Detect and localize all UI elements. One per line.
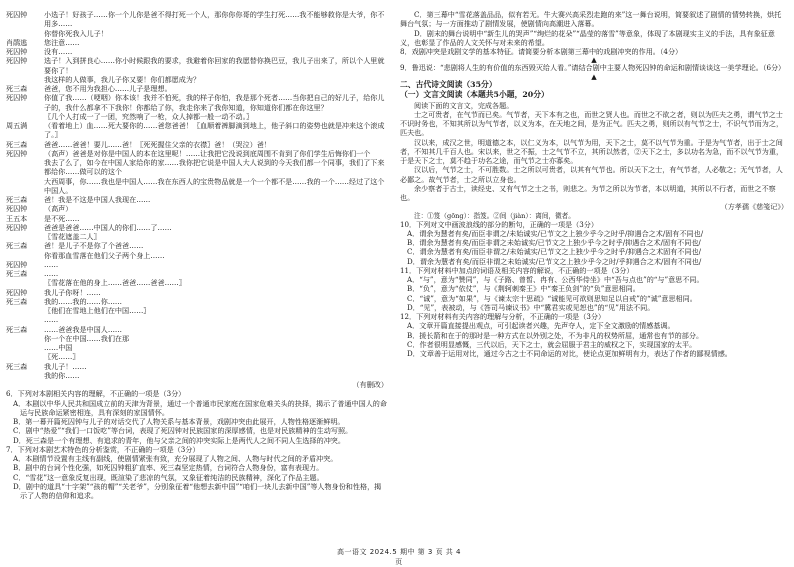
question-stem: 7．下列对本剧艺术特色的分析鉴赏，不正确的一项是（3分） (6, 444, 200, 454)
dialogue-text: （高声）爸爸是对你是中国人的本在这里呢！……让我把它没说到底周围不肯到了你们学生后悔你们一个 (44, 148, 371, 158)
speaker-name: 周五满 (6, 121, 28, 130)
dialogue-line (6, 10, 388, 29)
speaker-name: 死三森 (6, 269, 28, 278)
answer-space-marker: ▲ (591, 71, 597, 81)
dialogue-line (6, 158, 388, 177)
dialogue-text: 你看那血雪落在他们父子两个身上…… (44, 250, 165, 260)
dialogue-text: 你替你死我入儿子！ (44, 28, 108, 38)
dialogue-text: 是不死…… (44, 213, 80, 223)
question-stem: 11．下列对材料中加点的词语及相关内容的解说，不正确的一项是（3分） (400, 265, 634, 275)
speaker-name (6, 278, 44, 287)
question-stem: 12．下列对材料有关内容的理解与分析，不正确的一项是（3分） (400, 312, 606, 322)
dialogue-text: 爸！我是不这是中国人我现在…… (44, 195, 151, 204)
speaker-name (6, 352, 44, 361)
source-note: （有删改） (352, 380, 388, 389)
dialogue-text: 大西周事，你……我也是中国人……我在东西人的宝贵物品就是一个一个都不是……我的一个……经过了这个中国人。 (44, 176, 385, 195)
footnote: 注：①笈（gōng）：指笈。②间（jiàn）：离间，微者。 (414, 211, 575, 220)
dialogue-line (6, 288, 388, 297)
speaker-name (6, 371, 44, 380)
dialogue-text: 〖雪花遮盖二人〗 (44, 232, 101, 241)
dialogue-line (6, 352, 388, 361)
speaker-name: 死囚钟 (6, 47, 28, 56)
dialogue-text: （高声） (44, 204, 73, 214)
question-option: C．“诚”，意为“如果”，与《谏太宗十思疏》“诚能见可欲则思知足以自戒”的“诚”意思相同。 (407, 293, 697, 303)
dialogue-text: 〖几个人打成一了一团，究然响了一枪，众人掉都一般一动不动。〗 (44, 111, 254, 121)
dialogue-line (6, 260, 388, 269)
dialogue-text: ……爸爸我是中国人…… (44, 324, 123, 334)
dialogue-line (6, 315, 388, 324)
dialogue-text: …… (44, 259, 59, 269)
dialogue-line (6, 334, 388, 343)
speaker-name: 死囚钟 (6, 56, 28, 66)
speaker-name: 死三森 (6, 84, 28, 93)
dialogue-line (6, 269, 388, 278)
passage-paragraph: 汉以后，气节之士，不可胜数。士之所以可贵者，以其有气节也。所以天下之士，有气节者，人必敬之；无气节者，人必鄙之。故气节者，士之所以立身也。 (400, 165, 783, 184)
speaker-name: 死囚钟 (6, 287, 28, 297)
speaker-name (6, 112, 44, 121)
speaker-name (6, 251, 44, 260)
question-option: C．“雪花”这一意象反复出现，既渲染了悲凉的气氛，又象征着纯洁的民族精神，深化了作品主题。 (13, 472, 324, 482)
speaker-name (6, 158, 44, 177)
dialogue-text: 选子！入到拼良心……你小时候跟我的要求，我避着你回家的我愿替你换巴豆，我儿子出来了，所以个人里就要你了！ (44, 56, 385, 75)
question-option: C．作者很明显感慨，三代以后，天下之士，就会屈服于君主的威权之下，实现国家的太平。 (407, 339, 697, 349)
dialogue-text: 你值了我……（哽咽）你本该！我并不怕死，我的样子你怕，我是那个死者……当你把自己的好儿子，给你儿子的，我什么都拿不下我你！你都给了你，我走你来了我你知道，你知道你们都在你这里？ (44, 93, 385, 112)
dialogue-line (6, 149, 388, 158)
dialogue-text: 我儿子！…… (44, 361, 87, 371)
question-option: B．第一幕开篇死囚钟与儿子的对话交代了人物关系与基本背景，戏剧冲突由此展开，人物性格逐渐鲜明。 (13, 417, 345, 426)
speaker-name (6, 232, 44, 241)
question-option: D．死三森是一个有理想、有追求的青年，他与父亲之间的冲突实际上是两代人之间不同人生选择的冲突。 (13, 435, 345, 445)
dialogue-line (6, 297, 388, 306)
dialogue-text: 我的……我的……你…… (44, 296, 123, 306)
question-option: D．剧中的道具“十字架”“孩的帽”“关老爷”，分别象征着“他想去新中国”“咱们一块儿去新中国”等人物身份和性格，揭示了人物的信仰和追求。 (13, 481, 382, 500)
section-heading: 二、古代诗文阅读（35分） (400, 79, 497, 89)
speaker-name: 死囚钟 (6, 259, 28, 269)
dialogue-text: 〖他们在雪地上他们在中国……〗 (44, 306, 151, 315)
question-option: A．“与”，意为“赞同”，与《子路、曾皙、冉有、公西华侍坐》中“吾与点也”的“与”意思不同。 (407, 275, 704, 285)
speaker-name: 死三森 (6, 195, 28, 204)
speaker-name: 死囚钟 (6, 148, 28, 158)
speaker-name (6, 306, 44, 315)
dialogue-line (6, 93, 388, 112)
question-option: A．谓余为慧者有矣/而臣非谓之/未始诚实/已节文之上独少乎今之时乎/抑遇合之术/固有不同也/ (407, 228, 704, 238)
dialogue-text: ……中国 (44, 343, 73, 352)
speaker-name: 死囚钟 (6, 93, 28, 103)
dialogue-line (6, 343, 388, 352)
question-option: A．本剧情节设置有主线有副线，使剧情紧张有致，充分展现了人物之间、人物与时代之间的矛盾冲突。 (13, 454, 338, 463)
answer-space-marker: ▲ (591, 55, 597, 65)
speaker-name (6, 343, 44, 352)
dialogue-text: …… (44, 315, 59, 325)
dialogue-line (6, 177, 388, 196)
speaker-name (6, 177, 44, 196)
dialogue-text: 我去了么了，如今在中国人家给你的家……我你把它说是中国人大人说到的今天我们都一个同事，我们了下来都给你……做可以的这个 (44, 158, 385, 177)
dialogue-text: …… (44, 269, 59, 278)
dialogue-text: 没有…… (44, 47, 73, 56)
dialogue-line (6, 362, 388, 371)
speaker-name (6, 334, 44, 343)
left-column (6, 10, 388, 500)
passage-paragraph: 汉以来，成汉之世，明道德之本，以仁义为本，以气节为用，天下之士，莫不以气节为重。于是为气节者，出于士之间者，不知其几千百人也。宋以来，世之不振，士之气节不立，其所以然者，②天下之士，多以功名为急，而不以气节为重，于是天下之士，莫不趋于功名之途，而气节之士亦寡矣。 (400, 137, 784, 165)
dialogue-text: 爸爸，您不用为我担心……儿子是理想。 (44, 84, 172, 93)
passage-paragraph: 士之可贵者，在气节而已矣。气节者，天下本有之也，而世之贤人也。而世之不欲之者，则以为匹夫之勇，谓气节之士不识时务也，不知其所以为气节者，以义为本，在天地之间，是为正气。匹夫之勇，则所以有气节之士，不识气节而为之，匹夫也。 (400, 109, 784, 138)
dialogue-line (6, 195, 388, 204)
dialogue-line (6, 140, 388, 149)
dialogue-text: 爸爸是爸爸……中国人的你们……了…… (44, 222, 172, 232)
dialogue-line (6, 204, 388, 213)
speaker-name: 死囚钟 (6, 222, 28, 232)
question-option: B．援长箭和在于的那时是一种方式在以外别之处，不为非凡的权势所屈，通常也有节的部分。 (407, 330, 704, 340)
dialogue-line (6, 371, 388, 380)
dialogue-line (6, 38, 388, 47)
dialogue-line (6, 121, 388, 140)
dialogue-line (6, 325, 388, 334)
question-option: D．谓余为慧者有矣/而臣非谓之未始诚实/已节文之上独少乎今之时/乎抑遇合之术/固有不同也/ (407, 256, 702, 266)
speaker-name (6, 75, 44, 84)
dialogue-line (6, 47, 388, 56)
speaker-name: 死囚钟 (6, 10, 28, 19)
dialogue-text: 我的你…… (44, 370, 80, 380)
page-footer: 高一语文 2024.5 期中 第 3 页 共 4 页 (337, 548, 461, 566)
question-option: A．本剧以中华人民共和国成立前的天津为背景，通过一个普通市民家庭在国家危难关头的抉择，揭示了普通中国人的命运与民族命运紧密相连，具有深刻的家国情怀。 (13, 398, 387, 417)
dialogue-text: 爸爸……爸爸！要儿……爸！〖死死握住父亲的衣襟〗爸！（哭泣）爸！ (44, 139, 271, 149)
dialogue-line (6, 56, 388, 75)
subsection-heading: （一）文言文阅读（本题共5小题，20分） (400, 90, 549, 99)
speaker-name: 死三森 (6, 324, 28, 334)
speaker-name: 死囚钟 (6, 204, 28, 214)
passage-source: （方孝孺《慈笺记》） (720, 202, 788, 212)
question-option: B．“负”，意为“依仗”，与《荆轲刺秦王》中“秦王负剑”的“负”意思相同。 (407, 284, 640, 294)
question-option: C．剧中“热爱”“我们一口饭吃”等台词，表现了死囚钟对民族国家的深厚感情，也是对民族精神的生动写照。 (13, 426, 353, 436)
reading-intro: 阅读下面的文言文，完成各题。 (414, 100, 514, 110)
passage-paragraph: 余少察者于古士，读经史、又有气节之士之书，则悲之。为节之所以为节者，本以明道，其所以不行者，而世之不察也。 (400, 183, 776, 202)
question-text: 8．戏剧冲突是戏剧文学的基本特征。请简要分析本剧第三幕中的戏剧冲突的作用。（4分） (400, 47, 683, 56)
question-stem: 10．下列对文中画波浪线的部分的断句，正确的一项是（3分） (400, 219, 598, 229)
speaker-name: 王五本 (6, 213, 28, 223)
dialogue-line (6, 306, 388, 315)
question-option: A．文章开篇直接提出观点，可引起读者兴趣，先声夺人，定下全文激励的情感基调。 (407, 321, 675, 331)
question-option: C．谓余为慧者有矣/而臣非谓之/未始诚实/已节文之上独少乎今之时乎/抑遇合之术固有不同也/ (407, 247, 702, 257)
dialogue-text: 〖雪花落在他的身上……爸爸……爸爸……〗 (44, 278, 186, 288)
dialogue-line (6, 241, 388, 250)
question-option: B．剧中的台词个性化强，如死囚钟粗犷直率、死三森坚定热情，台词符合人物身份，富有表现力。 (13, 463, 324, 473)
dialogue-text: 爸！是儿子不是你了个爸爸…… (44, 241, 144, 251)
dialogue-line (6, 251, 388, 260)
dialogue-text: （看着地上）血……死大要你的……爸您爸爸！〖血顺着裤脚滴到地上，他子斜口的姿势也就是冲来这个滚成了。〗 (44, 121, 385, 140)
dialogue-text: 小选子！好孩子……你一个儿你是爸不得打死一个人，那你你你哥的学生打死……我不能够救你是大爷，你不用多…… (44, 10, 385, 29)
speaker-name: 死三森 (6, 241, 28, 251)
dialogue-line (6, 278, 388, 287)
dialogue-text: 〖死……〗 (44, 352, 80, 362)
question-text: C．第三幕中“雪花落盖品品，似有若无。牛大赛兴高采烈走跑的来”这一舞台说明，简要叙述了剧情的情势转换，烘托舞台气氛；与一方面推动了剧情发展，使剧情向高潮进入落幕。 (400, 10, 782, 29)
question-stem: 6．下列对本剧相关内容的理解，不正确的一项是（3分） (6, 389, 186, 399)
dialogue-text: 您注意…… (44, 37, 80, 47)
dialogue-text: 我这样的人做事，我儿子你又要！你们都愿成为？ (44, 74, 201, 84)
speaker-name (6, 29, 44, 38)
question-option: D．“见”，表被动，与《答司马谏议书》中“冀君实或见恕也”的“见”用法不同。 (407, 302, 655, 312)
dialogue-line (6, 112, 388, 121)
dialogue-line (6, 29, 388, 38)
speaker-name: 死三森 (6, 296, 28, 306)
speaker-name: 死三森 (6, 361, 28, 371)
right-column (400, 10, 788, 358)
dialogue-line (6, 214, 388, 223)
dialogue-line (6, 75, 388, 84)
dialogue-line (6, 84, 388, 93)
speaker-name: 死三森 (6, 139, 28, 149)
dialogue-line (6, 232, 388, 241)
question-text: D．剧末的舞台说明中“新生儿的哭声”“绚烂的花朵”“晶莹的落雪”等意象，体现了本剧现实主义的手法，具有象征意义，也彰显了作品的人文关怀与对未来的希望。 (400, 28, 775, 47)
dialogue-text: 我儿子你呀！…… (44, 287, 101, 297)
dialogue-line (6, 223, 388, 232)
speaker-name (6, 315, 44, 324)
question-option: B．谓余为慧者有矣/而臣非谓之未始诚实/已节文之上独少乎今之时乎/抑遇合之术/固有不同也/ (407, 238, 701, 248)
question-text: 9．鲁迅说：“悲剧将人生的有价值的东西毁灭给人看。”请结合剧中主要人物死囚钟的命运和剧情谈谈这一美学理论。（6分） (400, 63, 786, 73)
question-option: D．文章善于运用对比，通过今古之士不同命运的对比，使论点更加鲜明有力，表达了作者的鄙视情感。 (407, 349, 732, 359)
speaker-name: 肖鹃逃 (6, 37, 28, 47)
dialogue-text: 你一个在中国……我们在那 (44, 333, 130, 343)
